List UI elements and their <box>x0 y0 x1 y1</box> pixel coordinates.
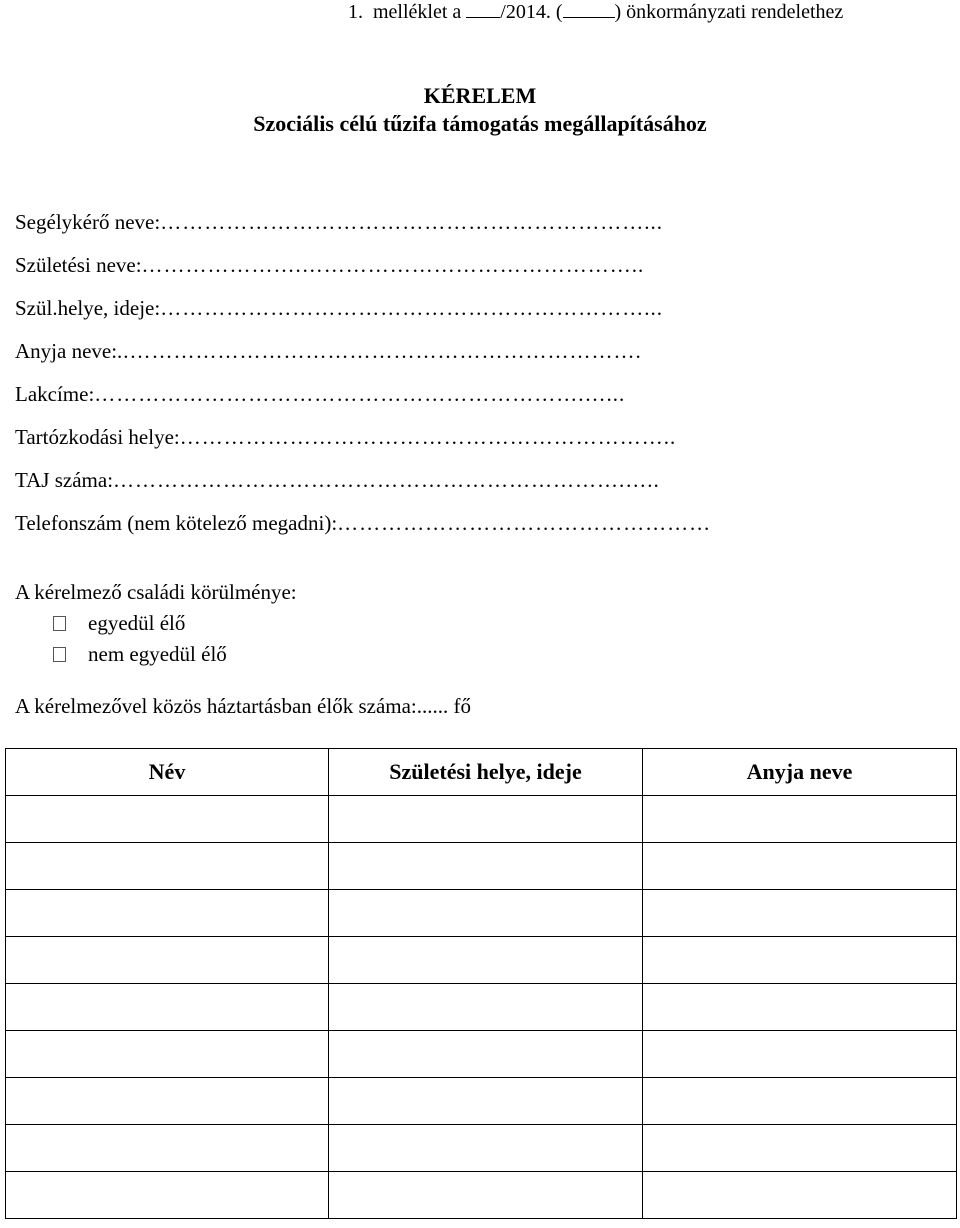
table-cell[interactable] <box>6 1125 329 1172</box>
table-row <box>6 796 957 843</box>
form-title-block <box>0 82 960 138</box>
table-cell[interactable] <box>329 890 643 937</box>
field-label: TAJ száma: <box>15 468 114 492</box>
table-body <box>6 796 957 1219</box>
table-cell[interactable] <box>643 937 957 984</box>
field-label: Szül.helye, ideje: <box>15 296 161 320</box>
annex-number: 1. <box>348 1 363 23</box>
table-cell[interactable] <box>643 843 957 890</box>
field-label: Anyja neve: <box>15 339 118 363</box>
table-cell[interactable] <box>329 937 643 984</box>
table-cell[interactable] <box>329 1031 643 1078</box>
column-header-birth: Születési helye, ideje <box>329 749 643 796</box>
table-row <box>6 1125 957 1172</box>
table-cell[interactable] <box>6 1031 329 1078</box>
table-cell[interactable] <box>329 796 643 843</box>
birth-name-field[interactable] <box>15 251 945 294</box>
table-row <box>6 1172 957 1219</box>
table-cell[interactable] <box>6 984 329 1031</box>
table-cell[interactable] <box>329 1172 643 1219</box>
family-status-section <box>15 577 297 670</box>
column-header-mother: Anyja neve <box>643 749 957 796</box>
residence-field[interactable] <box>15 423 945 466</box>
birth-place-date-field[interactable] <box>15 294 945 337</box>
table-cell[interactable] <box>6 1172 329 1219</box>
household-members-table <box>5 748 957 1219</box>
address-field[interactable] <box>15 380 945 423</box>
option-not-living-alone[interactable] <box>53 639 297 670</box>
decree-date-blank[interactable] <box>563 1 615 18</box>
field-fill-line[interactable]: ………………………………………………………….…... <box>94 382 626 406</box>
table-cell[interactable] <box>643 1172 957 1219</box>
household-count-line[interactable]: A kérelmezővel közös háztartásban élők száma:...... fő <box>15 694 471 718</box>
field-fill-line[interactable]: …………………………………………… <box>337 511 712 535</box>
table-row <box>6 843 957 890</box>
family-status-label: A kérelmező családi körülménye: <box>15 580 297 604</box>
field-fill-line[interactable]: …………………………………………………………... <box>160 296 663 320</box>
annex-text-after: ) önkormányzati rendelethez <box>614 1 844 23</box>
table-cell[interactable] <box>329 1078 643 1125</box>
table-cell[interactable] <box>329 984 643 1031</box>
table-cell[interactable] <box>6 937 329 984</box>
field-fill-line[interactable]: …………………………………………………………….….. <box>113 468 660 492</box>
table-cell[interactable] <box>6 1078 329 1125</box>
field-label: Telefonszám (nem kötelező megadni): <box>15 511 338 535</box>
table-cell[interactable] <box>643 984 957 1031</box>
field-label: Segélykérő neve: <box>15 210 161 234</box>
annex-text-before: melléklet a <box>373 1 467 23</box>
decree-reference <box>348 0 843 24</box>
field-fill-line[interactable]: ………………….……………………………………….. <box>141 253 645 277</box>
table-row <box>6 1031 957 1078</box>
table-cell[interactable] <box>643 1078 957 1125</box>
table-cell[interactable] <box>643 796 957 843</box>
checkbox-icon[interactable] <box>53 616 66 631</box>
column-header-name: Név <box>6 749 329 796</box>
field-label: Lakcíme: <box>15 382 95 406</box>
applicant-fields <box>15 208 945 552</box>
table-row <box>6 1078 957 1125</box>
option-label: nem egyedül élő <box>88 642 227 666</box>
table-header-row <box>6 749 957 796</box>
field-fill-line[interactable]: ..……………………………………………………………. <box>117 339 642 363</box>
table-cell[interactable] <box>6 796 329 843</box>
field-fill-line[interactable]: …………………………………………………………... <box>160 210 663 234</box>
mother-name-field[interactable] <box>15 337 945 380</box>
field-label: Tartózkodási helye: <box>15 425 180 449</box>
field-label: Születési neve: <box>15 253 142 277</box>
form-subtitle: Szociális célú tűzifa támogatás megállapításához <box>253 111 707 136</box>
form-title: KÉRELEM <box>423 83 537 108</box>
option-label: egyedül élő <box>88 611 186 635</box>
table-row <box>6 984 957 1031</box>
table-row <box>6 937 957 984</box>
table-row <box>6 890 957 937</box>
table-cell[interactable] <box>643 1125 957 1172</box>
applicant-name-field[interactable] <box>15 208 945 251</box>
decree-number-blank[interactable] <box>466 1 500 18</box>
table-cell[interactable] <box>329 843 643 890</box>
phone-field[interactable] <box>15 509 945 552</box>
taj-number-field[interactable] <box>15 466 945 509</box>
field-fill-line[interactable]: ………………………………………………………….. <box>179 425 677 449</box>
table-cell[interactable] <box>643 890 957 937</box>
checkbox-icon[interactable] <box>53 647 66 662</box>
table-cell[interactable] <box>643 1031 957 1078</box>
table-cell[interactable] <box>6 843 329 890</box>
annex-text-middle: /2014. ( <box>500 1 563 23</box>
table-cell[interactable] <box>6 890 329 937</box>
option-living-alone[interactable] <box>53 608 297 639</box>
table-cell[interactable] <box>329 1125 643 1172</box>
